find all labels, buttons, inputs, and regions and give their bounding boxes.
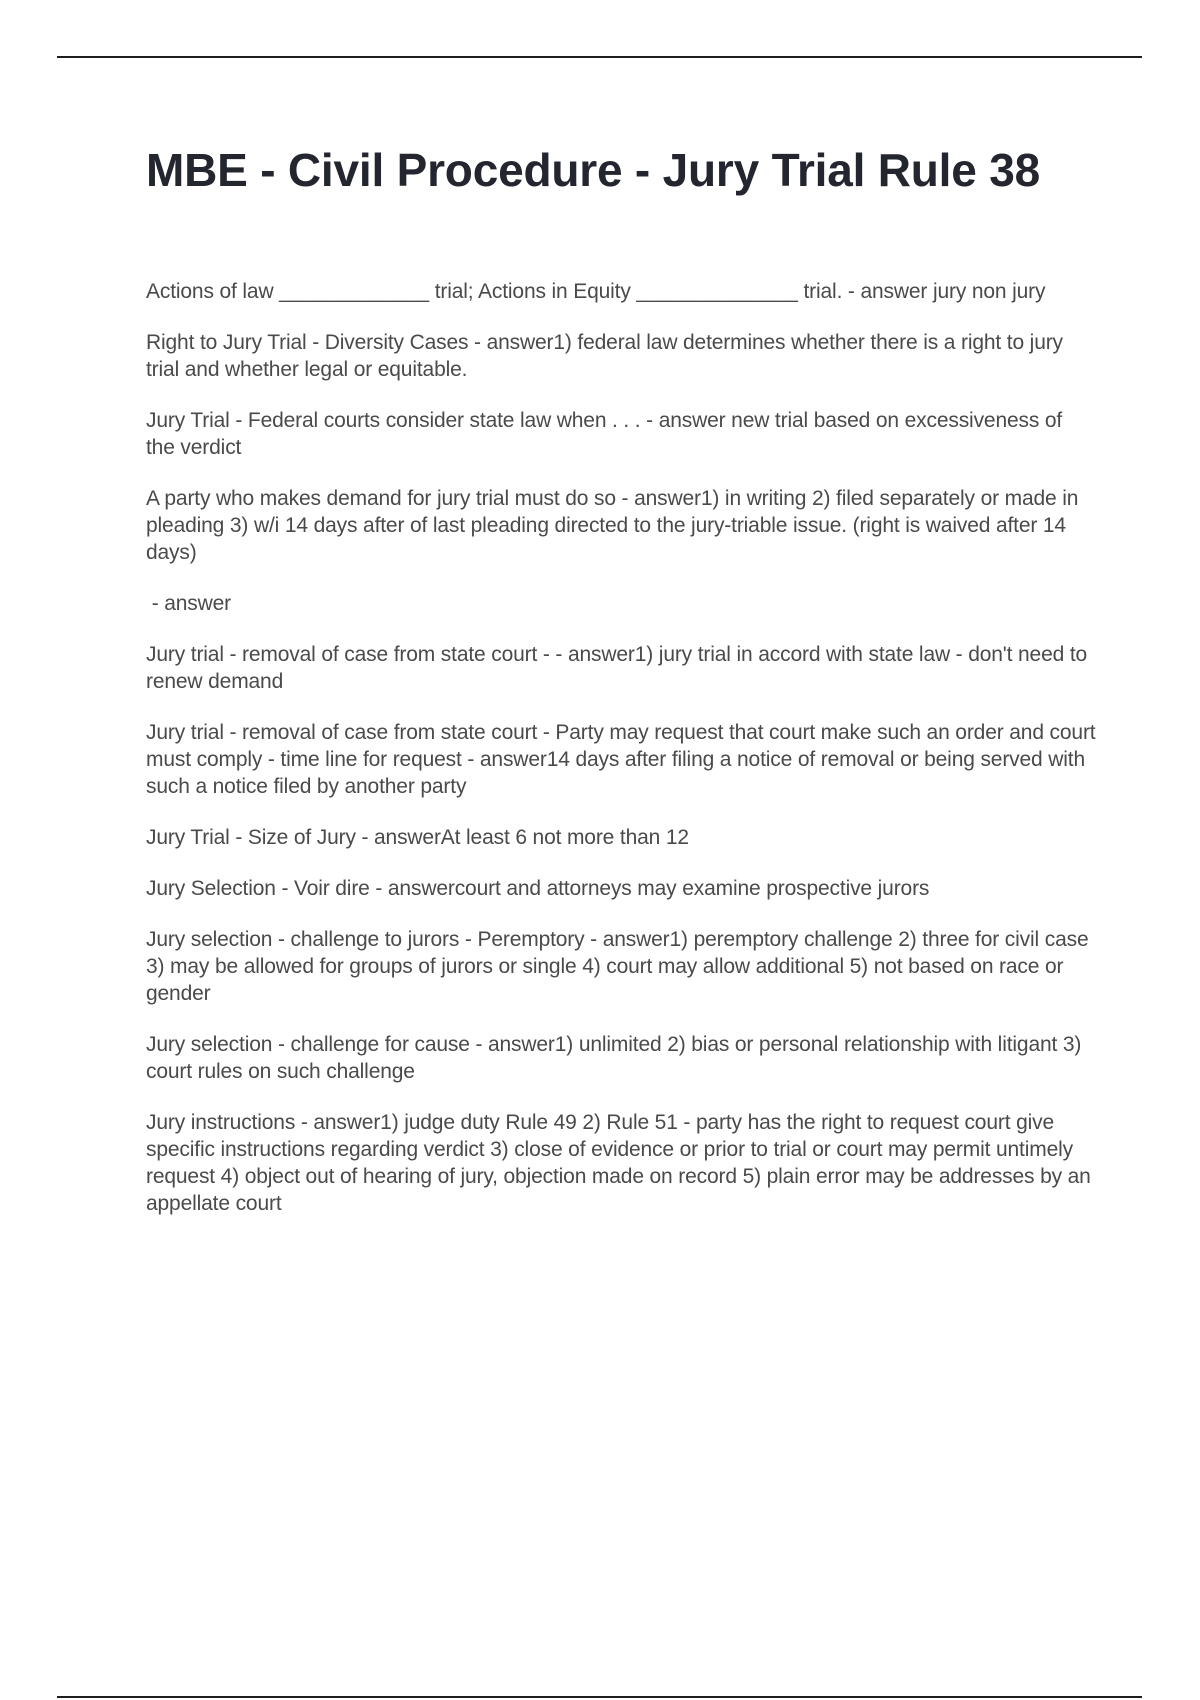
flashcard-item: Jury selection - challenge for cause - answer1) unlimited 2) bias or personal relationship with litigant 3) court rules on such challenge [146, 1033, 1087, 1083]
flashcard-item: Actions of law _____________ trial; Actions in Equity ______________ trial. - answer jury non jury [146, 280, 1046, 303]
flashcard-item: Jury instructions - answer1) judge duty Rule 49 2) Rule 51 - party has the right to request court give specific instructions regarding verdict 3) close of evidence or prior to trial or court may permit untimely request 4) object out of hearing of jury, objection made on record 5) plain error may be addresses by an appellate court [146, 1111, 1097, 1215]
flashcard-item: Jury selection - challenge to jurors - Peremptory - answer1) peremptory challenge 2) three for civil case 3) may be allowed for groups of jurors or single 4) court may allow additional 5) not based on race or gender [146, 928, 1095, 1005]
flashcard-item: Jury Trial - Size of Jury - answerAt least 6 not more than 12 [146, 826, 689, 849]
document-body [146, 142, 1102, 1241]
flashcard-item: Right to Jury Trial - Diversity Cases - answer1) federal law determines whether there is a right to jury trial and whether legal or equitable. [146, 331, 1069, 381]
flashcard-item: Jury Trial - Federal courts consider state law when . . . - answer new trial based on excessiveness of the verdict [146, 409, 1068, 459]
flashcard-list [146, 278, 1102, 1217]
flashcard-item: Jury Selection - Voir dire - answercourt and attorneys may examine prospective jurors [146, 877, 930, 900]
page-title: MBE - Civil Procedure - Jury Trial Rule 38 [146, 144, 1040, 196]
bottom-divider [57, 1696, 1142, 1698]
flashcard-item: Jury trial - removal of case from state court - - answer1) jury trial in accord with state law - don't need to renew demand [146, 643, 1093, 693]
top-divider [57, 56, 1142, 58]
flashcard-item: A party who makes demand for jury trial must do so - answer1) in writing 2) filed separately or made in pleading 3) w/i 14 days after of last pleading directed to the jury-triable issue. (right is waived after 14 days) [146, 487, 1084, 564]
flashcard-item: Jury trial - removal of case from state court - Party may request that court make such an order and court must comply - time line for request - answer14 days after filing a notice of removal or being served with such a notice filed by another party [146, 721, 1102, 798]
flashcard-item: - answer [146, 592, 232, 615]
